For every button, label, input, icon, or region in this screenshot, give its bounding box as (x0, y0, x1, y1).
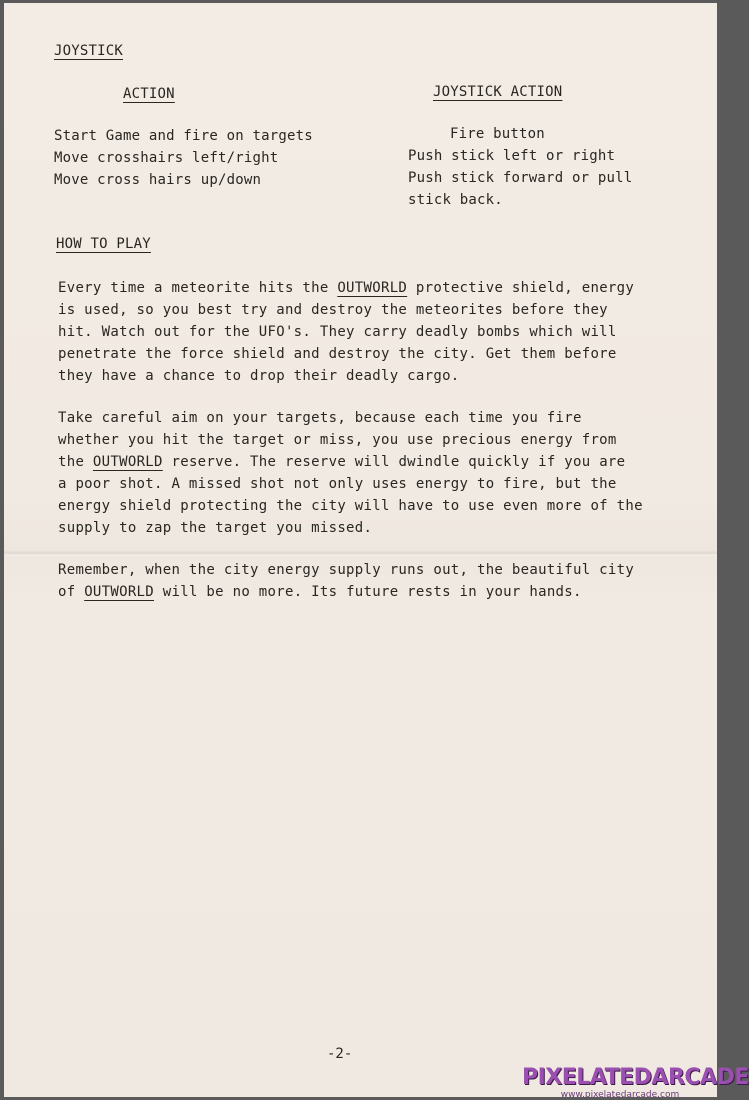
action-item: Move crosshairs left/right (54, 150, 279, 166)
paragraph-3-text: of (58, 584, 85, 600)
paragraph-2-text: the (58, 454, 93, 470)
manual-page (4, 3, 749, 1100)
joystick-action-item: Fire button (450, 126, 545, 142)
paragraph-2-text: reserve. The reserve will dwindle quickly if you are (162, 454, 626, 470)
action-item: Move cross hairs up/down (54, 172, 262, 188)
action-item: Start Game and fire on targets (54, 128, 313, 144)
paragraph-2-text: Take careful aim on your targets, because each time you fire (58, 410, 582, 426)
paragraph-3-text: will be no more. Its future rests in your hands. (154, 584, 582, 600)
watermark-logo (522, 1065, 749, 1100)
joystick-action-item: Push stick forward or pull (408, 170, 633, 186)
paragraph-2 (58, 407, 658, 539)
paragraph-1-text: penetrate the force shield and destroy the city. Get them before (58, 346, 617, 362)
joystick-actions-list (408, 123, 632, 211)
paragraph-1-text: protective shield, energy (407, 280, 635, 296)
paragraph-1-text: Every time a meteorite hits the (58, 280, 338, 296)
joystick-action-item: Push stick left or right (408, 148, 616, 164)
joystick-action-item: stick back. (408, 192, 503, 208)
joystick-action-column-header: JOYSTICK ACTION (433, 84, 563, 100)
how-to-play-heading: HOW TO PLAY (56, 236, 151, 252)
outworld-title: OUTWORLD (337, 280, 408, 296)
actions-list (54, 125, 313, 191)
paragraph-3 (58, 559, 658, 603)
paragraph-1-text: is used, so you best try and destroy the meteorites before they (58, 302, 608, 318)
watermark-name: PIXELATEDARCADE (522, 1065, 749, 1090)
paragraph-3-text: Remember, when the city energy supply runs out, the beautiful city (58, 562, 635, 578)
page-fold (4, 550, 717, 556)
outworld-title: OUTWORLD (84, 584, 155, 600)
paragraph-2-text: a poor shot. A missed shot not only uses energy to fire, but the (58, 476, 617, 492)
page-number: -2- (327, 1046, 353, 1062)
paragraph-2-text: energy shield protecting the city will have to use even more of the (58, 498, 643, 514)
paragraph-1 (58, 277, 658, 387)
watermark-url: www.pixelatedarcade.com (560, 1090, 680, 1100)
joystick-heading: JOYSTICK (54, 43, 124, 59)
outworld-title: OUTWORLD (92, 454, 163, 470)
action-column-header: ACTION (123, 86, 175, 102)
paragraph-1-text: hit. Watch out for the UFO's. They carry deadly bombs which will (58, 324, 617, 340)
paragraph-1-text: they have a chance to drop their deadly cargo. (58, 368, 460, 384)
paragraph-2-text: whether you hit the target or miss, you use precious energy from (58, 432, 617, 448)
paragraph-2-text: supply to zap the target you missed. (58, 520, 373, 536)
